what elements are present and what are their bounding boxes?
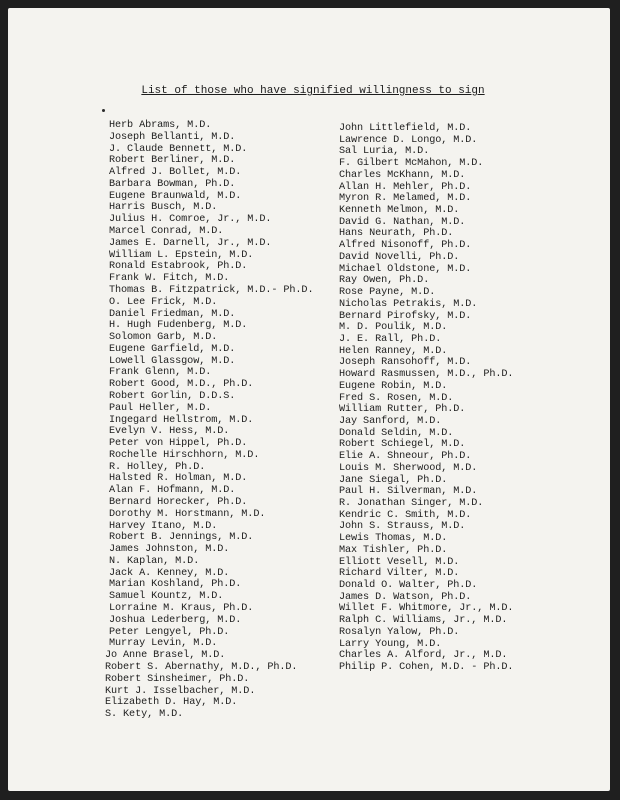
signatory-name: Jo Anne Brasel, M.D. bbox=[105, 650, 226, 662]
signatory-name: Myron R. Melamed, M.D. bbox=[339, 193, 472, 205]
signatory-name: Allan H. Mehler, Ph.D. bbox=[339, 181, 472, 193]
signatory-name: Robert Berliner, M.D. bbox=[109, 155, 236, 167]
signatory-name: Philip P. Cohen, M.D. - Ph.D. bbox=[339, 662, 514, 674]
signatory-name: M. D. Poulik, M.D. bbox=[339, 322, 448, 334]
title-text: List of those who have signified willingness to sign bbox=[141, 85, 485, 97]
signatory-list-left bbox=[105, 120, 314, 721]
signatory-name: S. Kety, M.D. bbox=[105, 709, 184, 721]
signatory-name: Alan F. Hofmann, M.D. bbox=[109, 485, 236, 497]
signatory-name: David G. Nathan, M.D. bbox=[339, 216, 466, 228]
signatory-name: Rosalyn Yalow, Ph.D. bbox=[339, 626, 460, 638]
signatory-list-right bbox=[339, 123, 513, 674]
signatory-name: N. Kaplan, M.D. bbox=[109, 555, 200, 567]
signatory-name: Elizabeth D. Hay, M.D. bbox=[105, 697, 238, 709]
signatory-name: James Johnston, M.D. bbox=[109, 544, 230, 556]
document-page bbox=[8, 8, 610, 791]
signatory-name: Howard Rasmussen, M.D., Ph.D. bbox=[339, 369, 514, 381]
signatory-name: Eugene Braunwald, M.D. bbox=[109, 190, 242, 202]
signatory-name: Evelyn V. Hess, M.D. bbox=[109, 426, 230, 438]
signatory-name: William L. Epstein, M.D. bbox=[109, 249, 254, 261]
signatory-name: Robert S. Abernathy, M.D., Ph.D. bbox=[105, 661, 298, 673]
signatory-name: Robert B. Jennings, M.D. bbox=[109, 532, 254, 544]
signatory-name: Ronald Estabrook, Ph.D. bbox=[109, 261, 248, 273]
signatory-name: Kenneth Melmon, M.D. bbox=[339, 205, 460, 217]
signatory-name: Jay Sanford, M.D. bbox=[339, 415, 442, 427]
signatory-name: Lawrence D. Longo, M.D. bbox=[339, 134, 478, 146]
signatory-name: David Novelli, Ph.D. bbox=[339, 251, 460, 263]
signatory-name: Robert Schiegel, M.D. bbox=[339, 439, 466, 451]
signatory-name: Alfred Nisonoff, Ph.D. bbox=[339, 240, 472, 252]
signatory-name: Willet F. Whitmore, Jr., M.D. bbox=[339, 603, 514, 615]
signatory-name: Kendric C. Smith, M.D. bbox=[339, 509, 472, 521]
signatory-name: Marcel Conrad, M.D. bbox=[109, 226, 224, 238]
signatory-name: Joshua Lederberg, M.D. bbox=[109, 614, 242, 626]
signatory-name: Rose Payne, M.D. bbox=[339, 287, 436, 299]
signatory-name: Harris Busch, M.D. bbox=[109, 202, 218, 214]
signatory-name: Marian Koshland, Ph.D. bbox=[109, 579, 242, 591]
signatory-name: J. Claude Bennett, M.D. bbox=[109, 143, 248, 155]
signatory-name: Jane Siegal, Ph.D. bbox=[339, 474, 448, 486]
signatory-name: Hans Neurath, Ph.D. bbox=[339, 228, 454, 240]
signatory-name: Paul H. Silverman, M.D. bbox=[339, 486, 478, 498]
signatory-name: Jack A. Kenney, M.D. bbox=[109, 567, 230, 579]
signatory-name: Fred S. Rosen, M.D. bbox=[339, 392, 454, 404]
ink-mark bbox=[102, 109, 105, 112]
signatory-name: Lowell Glassgow, M.D. bbox=[109, 355, 236, 367]
signatory-name: James D. Watson, Ph.D. bbox=[339, 591, 472, 603]
signatory-name: Joseph Ransohoff, M.D. bbox=[339, 357, 472, 369]
signatory-name: Sal Luria, M.D. bbox=[339, 146, 430, 158]
signatory-name: Eugene Garfield, M.D. bbox=[109, 343, 236, 355]
signatory-name: Ralph C. Williams, Jr., M.D. bbox=[339, 615, 508, 627]
signatory-name: Herb Abrams, M.D. bbox=[109, 120, 212, 131]
signatory-name: Thomas B. Fitzpatrick, M.D.- Ph.D. bbox=[109, 284, 314, 296]
signatory-name: William Rutter, Ph.D. bbox=[339, 404, 466, 416]
signatory-name: Frank W. Fitch, M.D. bbox=[109, 273, 230, 285]
signatory-name: Charles McKhann, M.D. bbox=[339, 169, 466, 181]
signatory-name: Peter von Hippel, Ph.D. bbox=[109, 438, 248, 450]
signatory-name: Harvey Itano, M.D. bbox=[109, 520, 218, 532]
document-title bbox=[8, 85, 610, 97]
signatory-name: Max Tishler, Ph.D. bbox=[339, 544, 448, 556]
signatory-name: Julius H. Comroe, Jr., M.D. bbox=[109, 214, 272, 226]
signatory-name: Solomon Garb, M.D. bbox=[109, 332, 218, 344]
signatory-name: Dorothy M. Horstmann, M.D. bbox=[109, 508, 266, 520]
signatory-name: James E. Darnell, Jr., M.D. bbox=[109, 237, 272, 249]
signatory-name: R. Holley, Ph.D. bbox=[109, 461, 206, 473]
signatory-name: Joseph Bellanti, M.D. bbox=[109, 131, 236, 143]
signatory-name: Bernard Pirofsky, M.D. bbox=[339, 310, 472, 322]
signatory-name: Barbara Bowman, Ph.D. bbox=[109, 178, 236, 190]
signatory-name: Ingegard Hellstrom, M.D. bbox=[109, 414, 254, 426]
signatory-name: Robert Good, M.D., Ph.D. bbox=[109, 379, 254, 391]
signatory-name: Lewis Thomas, M.D. bbox=[339, 533, 448, 545]
signatory-name: Lorraine M. Kraus, Ph.D. bbox=[109, 603, 254, 615]
signatory-name: Bernard Horecker, Ph.D. bbox=[109, 497, 248, 508]
signatory-name: Donald O. Walter, Ph.D. bbox=[339, 580, 478, 592]
signatory-name: Ray Owen, Ph.D. bbox=[339, 275, 430, 287]
signatory-name: R. Jonathan Singer, M.D. bbox=[339, 498, 484, 509]
signatory-name: Murray Levin, M.D. bbox=[109, 638, 218, 650]
signatory-name: H. Hugh Fudenberg, M.D. bbox=[109, 320, 248, 332]
signatory-name: Michael Oldstone, M.D. bbox=[339, 263, 472, 275]
signatory-name: Peter Lengyel, Ph.D. bbox=[109, 626, 230, 638]
signatory-name: Louis M. Sherwood, M.D. bbox=[339, 462, 478, 474]
signatory-name: John S. Strauss, M.D. bbox=[339, 521, 466, 533]
signatory-name: Robert Sinsheimer, Ph.D. bbox=[105, 673, 250, 685]
signatory-name: O. Lee Frick, M.D. bbox=[109, 296, 218, 308]
signatory-name: Charles A. Alford, Jr., M.D. bbox=[339, 650, 508, 662]
signatory-name: Eugene Robin, M.D. bbox=[339, 380, 448, 392]
signatory-name: Samuel Kountz, M.D. bbox=[109, 591, 224, 603]
signatory-name: Frank Glenn, M.D. bbox=[109, 367, 212, 379]
signatory-name: Helen Ranney, M.D. bbox=[339, 345, 448, 357]
signatory-name: John Littlefield, M.D. bbox=[339, 123, 472, 134]
signatory-name: Elie A. Shneour, Ph.D. bbox=[339, 451, 472, 463]
signatory-name: Nicholas Petrakis, M.D. bbox=[339, 298, 478, 310]
signatory-name: Alfred J. Bollet, M.D. bbox=[109, 167, 242, 179]
signatory-name: Elliott Vesell, M.D. bbox=[339, 556, 460, 568]
signatory-name: J. E. Rall, Ph.D. bbox=[339, 333, 442, 345]
signatory-name: Paul Heller, M.D. bbox=[109, 402, 212, 414]
signatory-name: F. Gilbert McMahon, M.D. bbox=[339, 158, 484, 170]
signatory-name: Halsted R. Holman, M.D. bbox=[109, 473, 248, 485]
signatory-name: Robert Gorlin, D.D.S. bbox=[109, 390, 236, 402]
signatory-name: Daniel Friedman, M.D. bbox=[109, 308, 236, 320]
signatory-name: Kurt J. Isselbacher, M.D. bbox=[105, 685, 256, 697]
signatory-name: Richard Vilter, M.D. bbox=[339, 568, 460, 580]
signatory-name: Larry Young, M.D. bbox=[339, 638, 442, 650]
signatory-name: Rochelle Hirschhorn, M.D. bbox=[109, 449, 260, 461]
signatory-name: Donald Seldin, M.D. bbox=[339, 427, 454, 439]
